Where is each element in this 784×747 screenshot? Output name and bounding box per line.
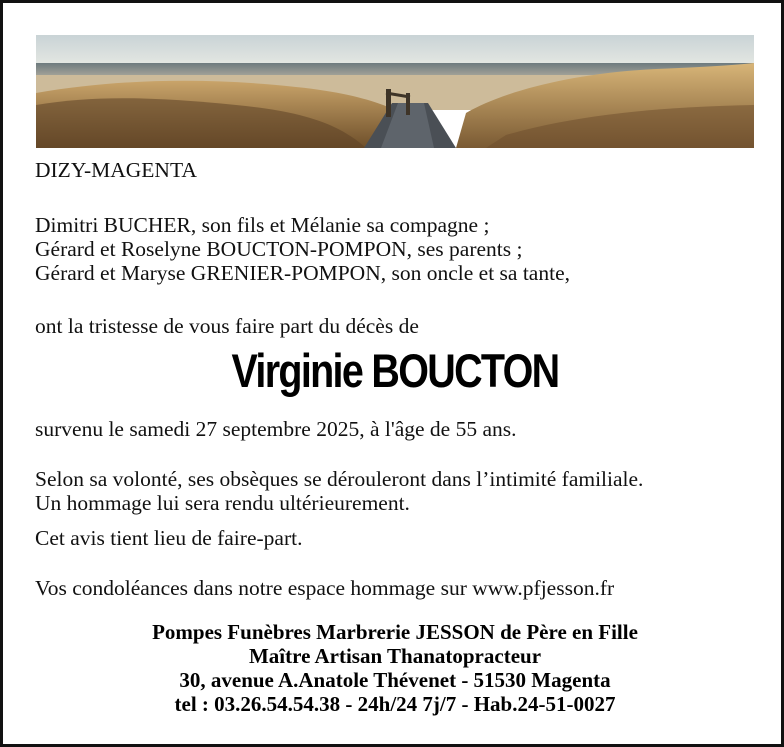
location-heading: DIZY-MAGENTA xyxy=(35,158,197,182)
family-line-3: Gérard et Maryse GRENIER-POMPON, son oncle et sa tante, xyxy=(35,261,570,285)
funeral-line-2: Un hommage lui sera rendu ultérieurement. xyxy=(35,491,410,515)
funeral-home-contact: tel : 03.26.54.54.38 - 24h/24 7j/7 - Hab.24-51-0027 xyxy=(174,692,616,716)
funeral-line-1: Selon sa volonté, ses obsèques se dérouleront dans l’intimité familiale. xyxy=(35,467,644,491)
dune-beach-banner-image xyxy=(36,35,754,148)
condolences-text: Vos condoléances dans notre espace hommage sur www.pfjesson.fr xyxy=(35,576,615,600)
notice-text: Cet avis tient lieu de faire-part. xyxy=(35,526,303,550)
family-line-2: Gérard et Roselyne BOUCTON-POMPON, ses parents ; xyxy=(35,237,523,261)
family-line-1: Dimitri BUCHER, son fils et Mélanie sa compagne ; xyxy=(35,213,490,237)
death-info: survenu le samedi 27 septembre 2025, à l'âge de 55 ans. xyxy=(35,417,517,441)
deceased-name: Virginie BOUCTON xyxy=(231,344,559,397)
funeral-home-title: Maître Artisan Thanatopracteur xyxy=(248,644,542,668)
announcement-intro: ont la tristesse de vous faire part du décès de xyxy=(35,314,419,338)
funeral-home-name: Pompes Funèbres Marbrerie JESSON de Père en Fille xyxy=(152,620,638,644)
funeral-home-address: 30, avenue A.Anatole Thévenet - 51530 Magenta xyxy=(179,668,611,692)
